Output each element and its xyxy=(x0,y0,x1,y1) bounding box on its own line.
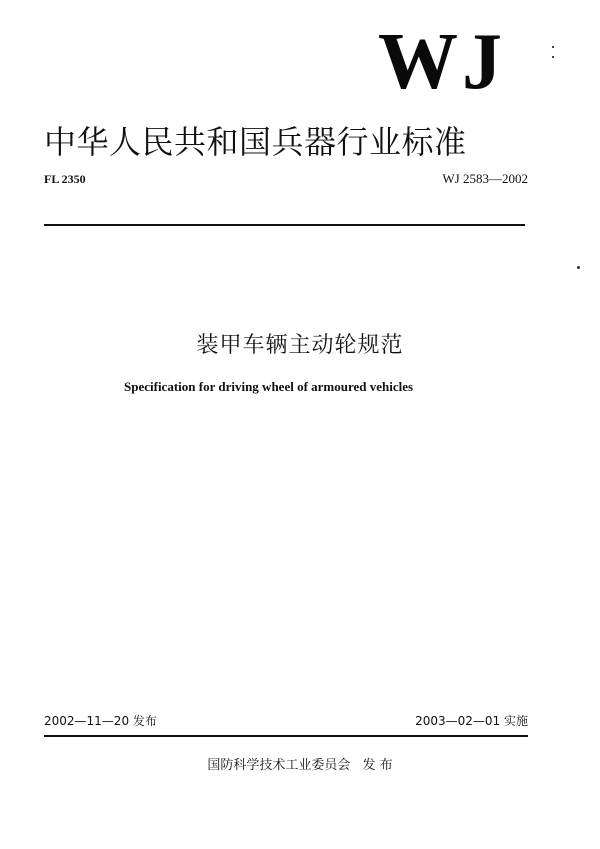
wj-logo: WJ xyxy=(378,18,506,106)
document-title-chinese: 装甲车辆主动轮规范 xyxy=(196,333,404,358)
issuer-title: 中华人民共和国兵器行业标准 xyxy=(44,123,467,161)
issue-date: 2002—11—20 发布 xyxy=(44,714,157,728)
scan-speck xyxy=(552,46,554,48)
classification-code: FL 2350 xyxy=(44,172,86,186)
document-title-english: Specification for driving wheel of armoured vehicles xyxy=(124,379,414,394)
publish-label: 发 布 xyxy=(362,758,393,773)
scan-speck xyxy=(577,266,580,269)
publisher-line xyxy=(0,757,600,775)
standard-number: WJ 2583—2002 xyxy=(442,171,528,186)
scan-speck xyxy=(552,56,554,58)
publisher-name: 国防科学技术工业委员会 xyxy=(207,758,351,773)
implementation-date: 2003—02—01 实施 xyxy=(415,714,528,728)
footer-rule xyxy=(44,735,528,737)
header-rule xyxy=(44,224,525,226)
